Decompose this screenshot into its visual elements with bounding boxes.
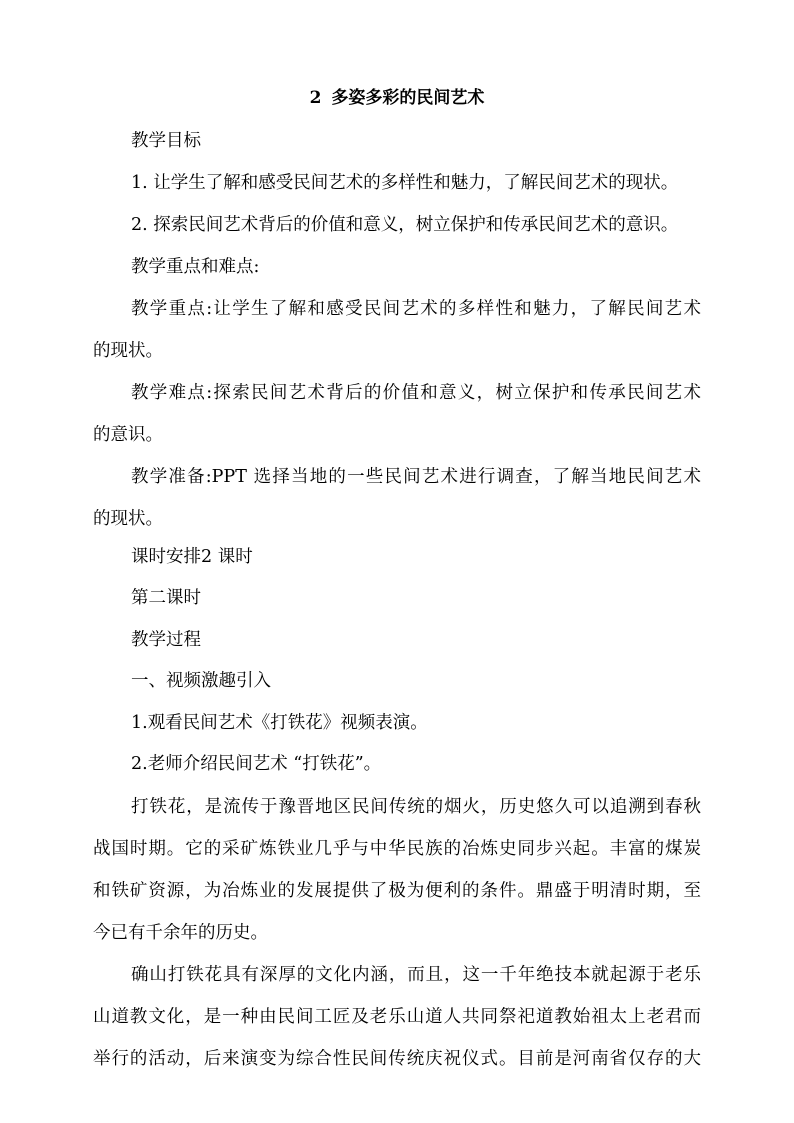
- title-number: 2: [309, 88, 322, 108]
- title-text: 多姿多彩的民间艺术: [331, 88, 485, 108]
- paragraph-2-line-2: 山道教文化，是一种由民间工匠及老乐山道人共同祭祀道教始祖太上老君而: [93, 1007, 701, 1027]
- paragraph-1-line-1: 打铁花，是流传于豫晋地区民间传统的烟火，历史悠久可以追溯到春秋: [131, 797, 701, 817]
- paragraph-1-line-2: 战国时期。它的采矿炼铁业几乎与中华民族的冶炼史同步兴起。丰富的煤炭: [93, 839, 701, 859]
- preparation-line-1: 教学准备:PPT 选择当地的一些民间艺术进行调查，了解当地民间艺术: [131, 467, 701, 487]
- objective-item-2: 2. 探索民间艺术背后的价值和意义，树立保护和传承民间艺术的意识。: [131, 215, 679, 235]
- lesson-label: 第二课时: [131, 588, 201, 608]
- paragraph-2-line-1: 确山打铁花具有深厚的文化内涵，而且，这一千年绝技本就起源于老乐: [131, 965, 701, 985]
- step-item-2: 2.老师介绍民间艺术 “打铁花”。: [131, 754, 382, 774]
- section-heading-process: 教学过程: [131, 630, 201, 650]
- difficulty-line-1: 教学难点:探索民间艺术背后的价值和意义，树立保护和传承民间艺术: [131, 383, 701, 403]
- key-point-line-2: 的现状。: [93, 341, 163, 361]
- objective-item-1: 1. 让学生了解和感受民间艺术的多样性和魅力，了解民间艺术的现状。: [131, 173, 679, 193]
- key-point-line-1: 教学重点:让学生了解和感受民间艺术的多样性和魅力，了解民间艺术: [131, 299, 701, 319]
- section-heading-objectives: 教学目标: [131, 131, 201, 151]
- step-heading-1: 一、视频激趣引入: [131, 671, 271, 691]
- step-item-1: 1.观看民间艺术《打铁花》视频表演。: [131, 713, 428, 733]
- difficulty-line-2: 的意识。: [93, 425, 163, 445]
- preparation-line-2: 的现状。: [93, 509, 163, 529]
- schedule-line: 课时安排2 课时: [131, 547, 253, 567]
- paragraph-1-line-4: 今已有千余年的历史。: [93, 923, 268, 943]
- section-heading-key-points: 教学重点和难点:: [131, 257, 260, 277]
- paragraph-1-line-3: 和铁矿资源，为冶炼业的发展提供了极为便利的条件。鼎盛于明清时期，至: [93, 881, 701, 901]
- paragraph-2-line-3: 举行的活动，后来演变为综合性民间传统庆祝仪式。目前是河南省仅存的大: [93, 1049, 701, 1069]
- document-title: [0, 86, 794, 110]
